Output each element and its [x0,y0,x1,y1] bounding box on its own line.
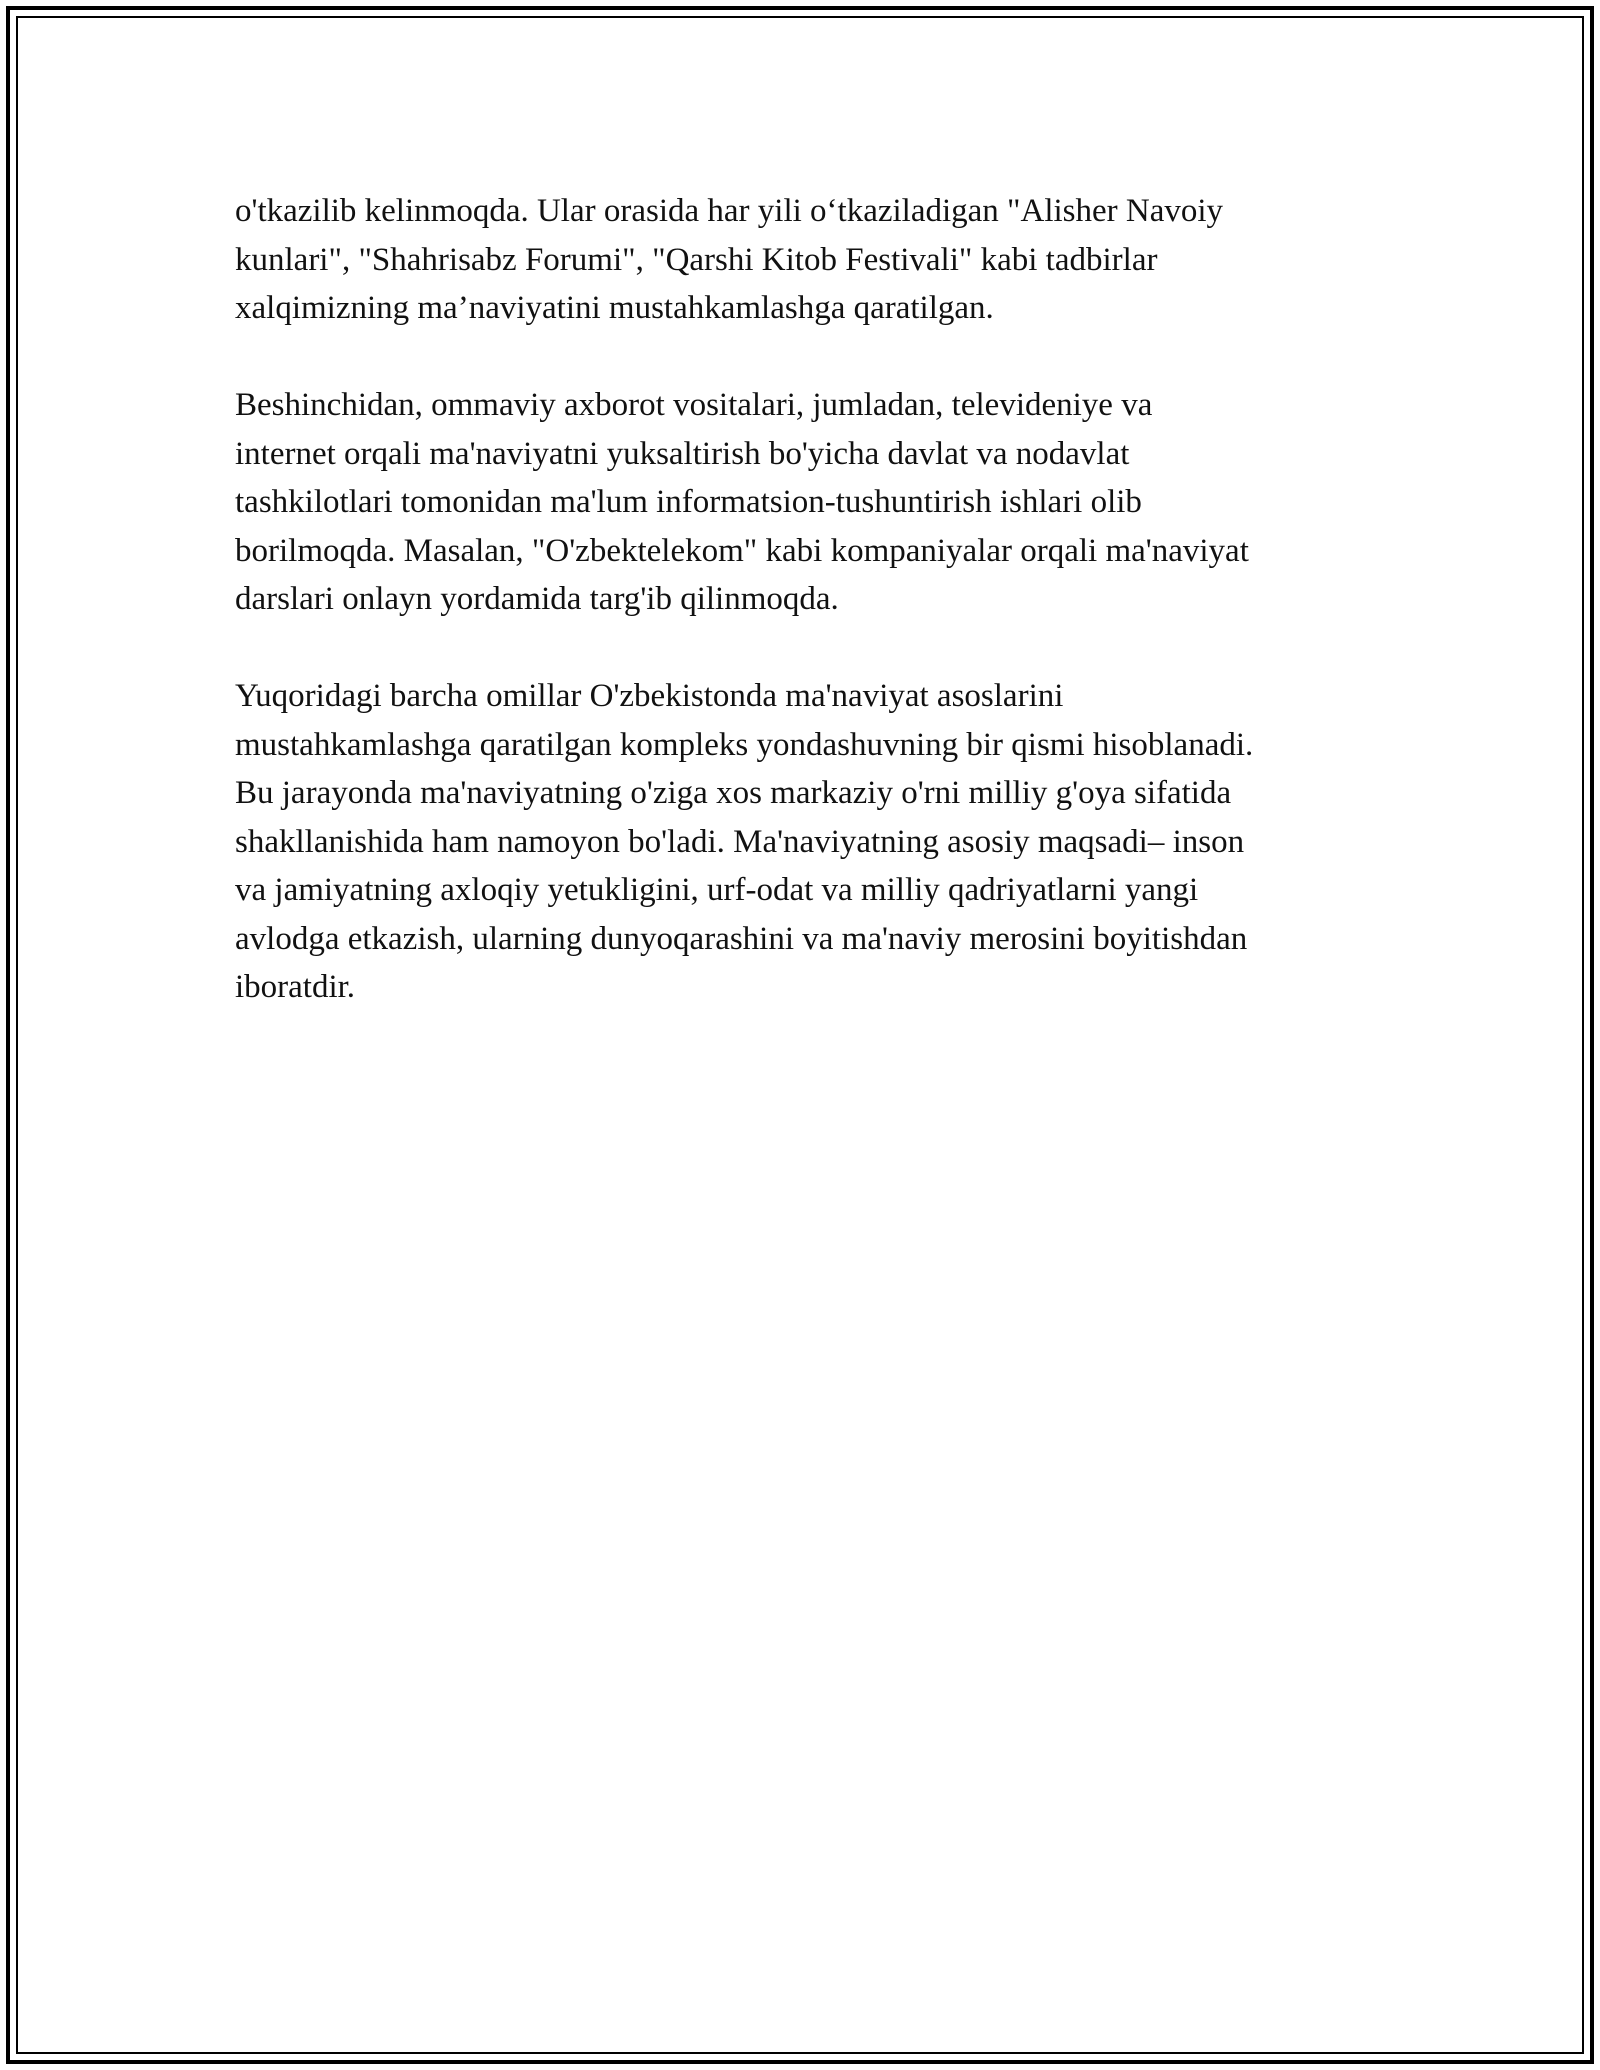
text-line: iboratdir. [235,969,356,1005]
text-line: Yuqoridagi barcha omillar O'zbekistonda ma'naviyat asoslarini [235,678,1064,714]
text-line: shakllanishida ham namoyon bo'ladi. Ma'naviyatning asosiy maqsadi– inson [235,823,1245,860]
text-line: Bu jarayonda ma'naviyatning o'ziga xos markaziy o'rni milliy g'oya sifatida [235,775,1232,811]
paragraph-1 [235,187,1385,333]
text-line: tashkilotlari tomonidan ma'lum informatsion-tushuntirish ishlari olib [235,484,1142,520]
text-line: mustahkamlashga qaratilgan kompleks yondashuvning bir qismi hisoblanadi. [235,726,1254,763]
text-line: va jamiyatning axloqiy yetukligini, urf-odat va milliy qadriyatlarni yangi [235,872,1199,908]
text-line: kunlari", "Shahrisabz Forumi", "Qarshi Kitob Festivali" kabi tadbirlar [235,241,1158,278]
text-line: o'tkazilib kelinmoqda. Ular orasida har yili o‘tkaziladigan "Alisher Navoiy [235,193,1224,229]
text-line: borilmoqda. Masalan, "O'zbektelekom" kabi kompaniyalar orqali ma'naviyat [235,532,1249,569]
text-line: darslari onlayn yordamida targ'ib qilinmoqda. [235,581,839,617]
paragraph-3 [235,672,1385,1012]
text-line: avlodga etkazish, ularning dunyoqarashini va ma'naviy merosini boyitishdan [235,920,1248,957]
text-line: Beshinchidan, ommaviy axborot vositalari, jumladan, televideniye va [235,387,1153,423]
text-line: xalqimizning ma’naviyatini mustahkamlashga qaratilgan. [235,290,994,326]
paragraph-2 [235,381,1385,624]
text-line: internet orqali ma'naviyatni yuksaltirish bo'yicha davlat va nodavlat [235,435,1130,472]
document-body [235,187,1385,1060]
